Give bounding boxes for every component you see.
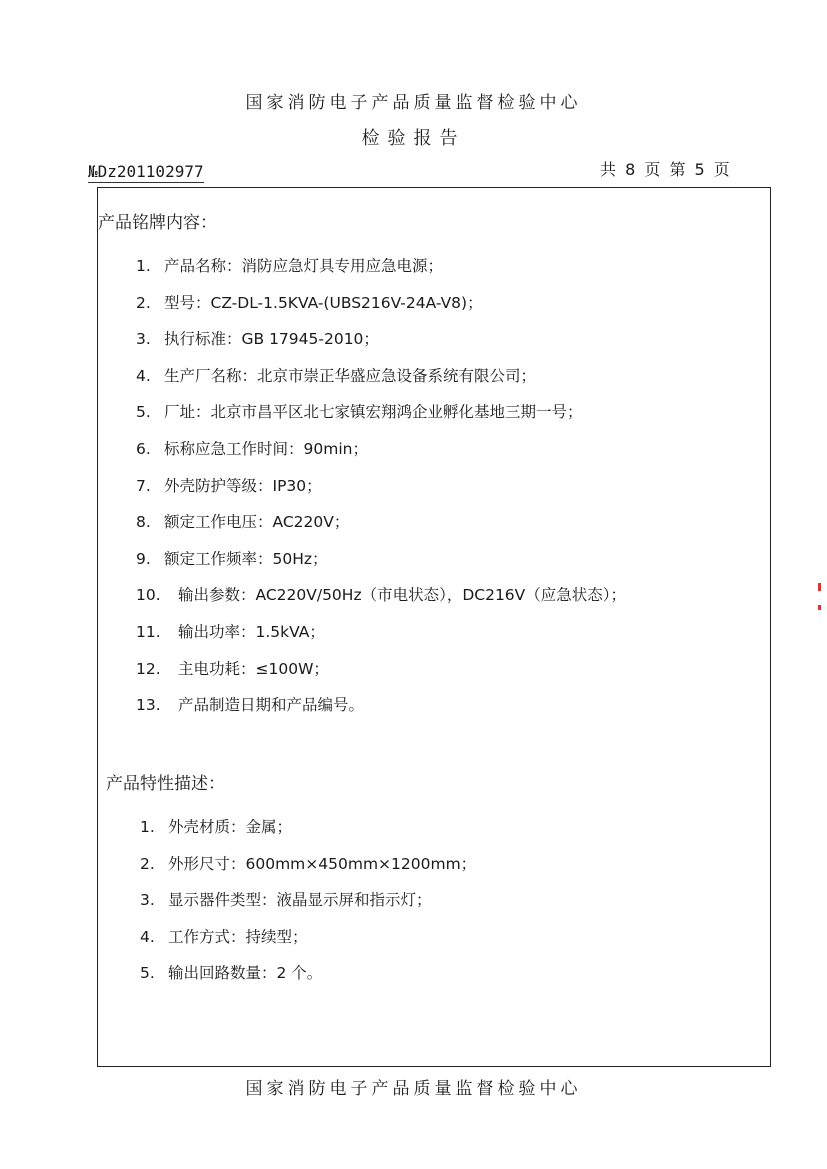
list-item-text: 输出参数：AC220V/50Hz（市电状态），DC216V（应急状态）； xyxy=(178,586,627,605)
list-item xyxy=(136,510,349,532)
list-item xyxy=(136,474,322,496)
list-item xyxy=(136,547,328,569)
list-item-text: 工作方式：持续型； xyxy=(168,927,308,946)
list-item xyxy=(136,620,325,642)
list-item-text: 厂址：北京市昌平区北七家镇宏翔鸿企业孵化基地三期一号； xyxy=(164,403,583,422)
list-item-text: 外壳材质：金属； xyxy=(168,818,293,836)
list-item xyxy=(140,815,292,837)
list-item xyxy=(136,364,536,386)
edge-mark xyxy=(818,605,821,610)
content-box xyxy=(97,187,771,1067)
footer-organization: 国家消防电子产品质量监督检验中心 xyxy=(245,1079,582,1099)
list-item xyxy=(136,400,583,422)
list-item-text: 输出功率：1.5kVA； xyxy=(178,623,325,641)
list-item-number: 3. xyxy=(136,330,151,349)
list-item xyxy=(140,961,322,983)
list-item-number: 8. xyxy=(136,513,151,532)
list-item-text: 产品名称：消防应急灯具专用应急电源； xyxy=(164,257,444,275)
report-serial-number: №Dz201102977 xyxy=(88,162,204,181)
list-item xyxy=(136,583,626,605)
list-item-number: 2. xyxy=(140,854,155,873)
list-item-number: 5. xyxy=(140,964,155,982)
edge-mark xyxy=(818,583,821,591)
page-info: 共 8 页 第 5 页 xyxy=(600,160,732,179)
list-item-number: 1. xyxy=(140,818,155,836)
list-item-text: 主电功耗：≤100W； xyxy=(178,659,329,678)
list-item-text: 执行标准：GB 17945-2010； xyxy=(164,330,379,349)
list-item-number: 13. xyxy=(136,696,161,715)
list-item-text: 标称应急工作时间：90min； xyxy=(164,440,368,458)
list-item-text: 产品制造日期和产品编号。 xyxy=(178,696,365,715)
list-item-text: 额定工作频率：50Hz； xyxy=(164,549,328,568)
nameplate-section-title: 产品铭牌内容： xyxy=(98,213,217,233)
characteristics-section-title: 产品特性描述： xyxy=(106,774,225,794)
list-item-number: 4. xyxy=(140,927,155,946)
list-item xyxy=(140,888,432,910)
list-item-number: 12. xyxy=(136,659,161,678)
list-item-number: 3. xyxy=(140,891,155,909)
list-item-number: 11. xyxy=(136,623,161,641)
list-item-text: 外壳防护等级：IP30； xyxy=(164,476,322,495)
list-item-text: 外形尺寸：600mm×450mm×1200mm； xyxy=(168,854,477,873)
list-item xyxy=(136,437,368,459)
list-item-text: 显示器件类型：液晶显示屏和指示灯； xyxy=(168,891,432,909)
header-organization: 国家消防电子产品质量监督检验中心 xyxy=(245,93,582,113)
list-item-number: 9. xyxy=(136,549,151,568)
list-item xyxy=(136,657,329,679)
list-item-number: 2. xyxy=(136,293,151,312)
list-item xyxy=(136,254,443,276)
list-item-number: 10. xyxy=(136,586,161,605)
list-item-number: 1. xyxy=(136,257,151,275)
list-item xyxy=(136,291,483,313)
list-item xyxy=(136,327,379,349)
list-item-number: 4. xyxy=(136,366,151,385)
list-item-number: 6. xyxy=(136,440,151,458)
list-item-number: 7. xyxy=(136,476,151,495)
report-title: 检验报告 xyxy=(361,128,466,149)
list-item-text: 生产厂名称：北京市崇正华盛应急设备系统有限公司； xyxy=(164,366,537,385)
list-item xyxy=(136,693,364,715)
list-item-text: 额定工作电压：AC220V； xyxy=(164,513,350,532)
list-item-text: 输出回路数量：2 个。 xyxy=(168,964,323,982)
list-item xyxy=(140,925,308,947)
list-item xyxy=(140,852,476,874)
list-item-number: 5. xyxy=(136,403,151,422)
list-item-text: 型号：CZ-DL-1.5KVA-(UBS216V-24A-V8)； xyxy=(164,293,483,312)
